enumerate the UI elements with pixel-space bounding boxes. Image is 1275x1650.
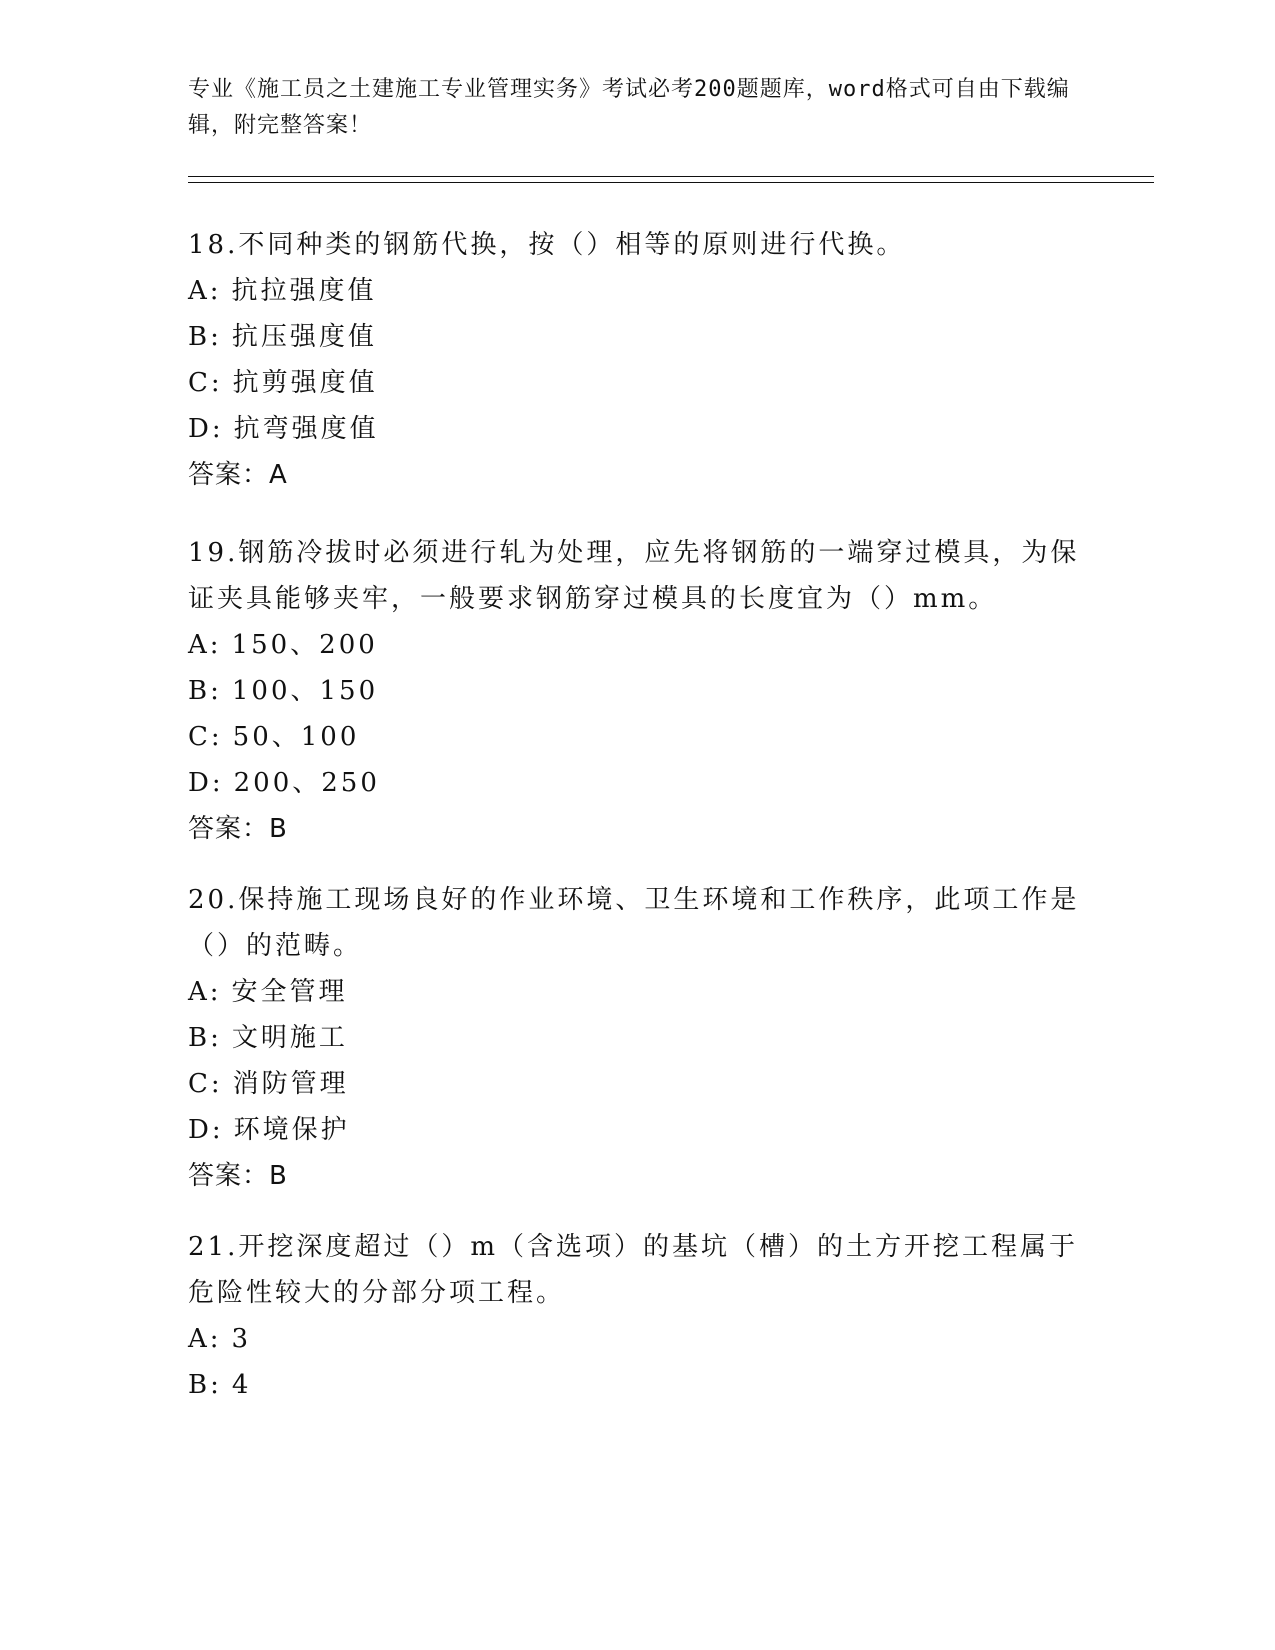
question-21 (188, 1224, 1088, 1408)
option-value: 抗拉强度值 (231, 276, 377, 306)
option-value: 抗剪强度值 (232, 368, 378, 398)
answer-line (188, 806, 1088, 852)
option-label: A: (188, 276, 222, 306)
option-a (188, 268, 1088, 314)
answer-label: 答案： (188, 814, 270, 844)
option-value: 抗弯强度值 (233, 414, 379, 444)
option-c (188, 714, 1088, 760)
header-rule-top (188, 176, 1154, 177)
answer-line (188, 452, 1088, 498)
option-label: B: (188, 676, 222, 706)
answer-value: A (269, 460, 288, 490)
option-c (188, 360, 1088, 406)
option-a (188, 969, 1088, 1015)
option-label: C: (188, 722, 223, 752)
answer-line (188, 1153, 1088, 1199)
option-label: C: (188, 368, 223, 398)
option-d (188, 760, 1088, 806)
option-b (188, 1015, 1088, 1061)
option-label: D: (188, 768, 224, 798)
option-label: B: (188, 322, 222, 352)
option-label: B: (188, 1370, 222, 1400)
option-value: 3 (231, 1324, 252, 1354)
question-19 (188, 530, 1088, 852)
option-d (188, 406, 1088, 452)
question-text: 21.开挖深度超过（）m（含选项）的基坑（槽）的土方开挖工程属于危险性较大的分部分项工程。 (188, 1232, 1079, 1308)
option-b (188, 1362, 1088, 1408)
option-value: 文明施工 (231, 1023, 348, 1053)
question-text: 18.不同种类的钢筋代换，按（）相等的原则进行代换。 (188, 230, 906, 260)
option-label: A: (188, 630, 222, 660)
answer-label: 答案： (188, 1161, 270, 1191)
option-label: C: (188, 1069, 223, 1099)
answer-value: B (269, 1161, 288, 1191)
option-label: A: (188, 1324, 222, 1354)
option-c (188, 1061, 1088, 1107)
option-a (188, 622, 1088, 668)
option-b (188, 668, 1088, 714)
option-value: 安全管理 (231, 977, 348, 1007)
option-value: 4 (231, 1370, 252, 1400)
option-value: 100、150 (231, 676, 379, 706)
question-text: 19.钢筋冷拔时必须进行轧为处理，应先将钢筋的一端穿过模具，为保证夹具能够夹牢，一般要求钢筋穿过模具的长度宜为（）mm。 (188, 538, 1080, 614)
question-20 (188, 877, 1088, 1199)
option-a (188, 1316, 1088, 1362)
question-18 (188, 222, 1088, 498)
question-text: 20.保持施工现场良好的作业环境、卫生环境和工作秩序，此项工作是（）的范畴。 (188, 885, 1080, 961)
option-value: 消防管理 (232, 1069, 349, 1099)
option-value: 200、250 (233, 768, 380, 798)
option-label: B: (188, 1023, 222, 1053)
option-label: A: (188, 977, 222, 1007)
answer-value: B (269, 814, 288, 844)
option-value: 抗压强度值 (231, 322, 377, 352)
option-label: D: (188, 1115, 224, 1145)
header-rule-bottom (188, 182, 1154, 183)
option-value: 150、200 (231, 630, 378, 660)
document-header: 专业《施工员之土建施工专业管理实务》考试必考200题题库，word格式可自由下载编辑，附完整答案！ (188, 77, 1070, 138)
option-d (188, 1107, 1088, 1153)
option-b (188, 314, 1088, 360)
option-label: D: (188, 414, 224, 444)
answer-label: 答案： (188, 460, 270, 490)
option-value: 环境保护 (233, 1115, 350, 1145)
option-value: 50、100 (232, 722, 360, 752)
